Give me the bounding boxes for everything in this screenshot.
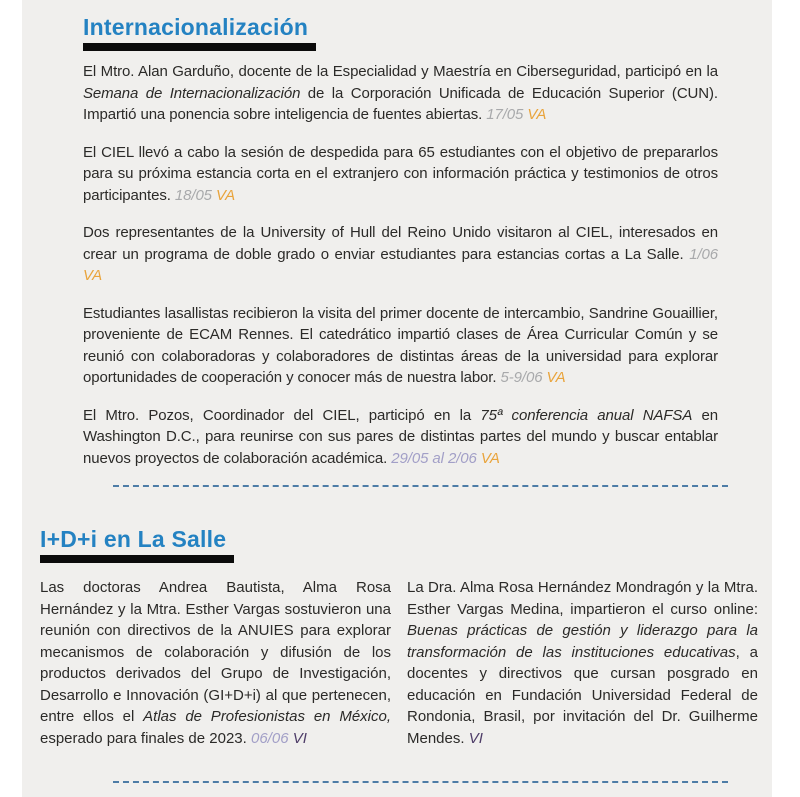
text-segment-date-gray: 1/06	[689, 245, 718, 263]
text-segment-normal: Estudiantes lasallistas recibieron la visita del primer docente de intercambio, Sandrine Gouaillier, proveniente de ECAM Rennes. El catedrático impartió clases de Área Curricular Común y se reunió con colaboradoras y colaboradores de distintas áreas de la universidad para explorar oportunidades de cooperación y conocer más de nuestra labor.	[83, 304, 718, 386]
news-item	[40, 577, 391, 749]
content-panel	[22, 0, 772, 797]
section-title: I+D+i en La Salle	[40, 526, 227, 552]
news-item	[83, 61, 718, 126]
news-items-list	[83, 61, 718, 469]
text-segment-normal: esperado para finales de 2023.	[40, 729, 251, 747]
text-segment-normal: , a docentes y directivos que cursan posgrado en educación en Fundación Universidad Federal de Rondonia, Brasil, por invitación del Dr. Guilherme Mendes.	[407, 643, 758, 747]
text-segment-date-gray: 5-9/06	[500, 369, 547, 386]
text-segment-normal: El Mtro. Pozos, Coordinador del CIEL, participó en la	[83, 406, 481, 424]
section-title-block	[40, 526, 226, 563]
text-segment-initials-va: VA	[527, 106, 547, 123]
right-column	[407, 577, 758, 749]
title-underline-bar	[40, 555, 234, 563]
text-segment-normal: Dos representantes de la University of Hull del Reino Unido visitaron al CIEL, interesados en crear un programa de doble grado o enviar estudiantes para estancias cortas a La Salle.	[83, 224, 718, 263]
title-underline-bar	[83, 43, 316, 51]
text-segment-italic: Atlas de Profesionistas en México,	[143, 708, 392, 725]
text-segment-italic: Buenas prácticas de gestión y liderazgo para la transformación de las instituciones educativas	[407, 622, 758, 661]
news-item	[83, 222, 718, 287]
left-column	[40, 577, 391, 749]
text-segment-normal: La Dra. Alma Rosa Hernández Mondragón y la Mtra. Esther Vargas Medina, impartieron el curso online:	[407, 579, 758, 618]
text-segment-normal: El CIEL llevó a cabo la sesión de despedida para 65 estudiantes con el objetivo de prepararlos para su próxima estancia corta en el extranjero con información práctica y testimonios de otros participantes.	[83, 143, 718, 204]
text-segment-normal: en Washington D.C., para reunirse con sus pares de distintas partes del mundo y buscar entablar nuevos proyectos de colaboración académica.	[83, 406, 718, 467]
section-idi-en-la-salle	[40, 526, 758, 749]
text-segment-date-lavender: 06/06	[251, 729, 293, 747]
section-title-block	[83, 14, 308, 51]
text-segment-date-gray: 17/05	[486, 106, 528, 123]
text-segment-date-gray: 18/05	[174, 186, 216, 204]
text-segment-normal: Las doctoras Andrea Bautista, Alma Rosa Hernández y la Mtra. Esther Vargas sostuvieron una reunión con directivos de la ANUIES para explorar mecanismos de colaboración y difusión de los productos derivados del Grupo de Investigación, Desarrollo e Innovación (GI+D+i) al que pertenecen, entre ellos el	[40, 579, 391, 725]
text-segment-normal: El Mtro. Alan Garduño, docente de la Especialidad y Maestría en Ciberseguridad, participó en la	[83, 63, 718, 80]
text-segment-initials-va: VA	[480, 449, 500, 467]
text-segment-initials-vi: VI	[292, 729, 307, 747]
text-segment-normal: de la Corporación Unificada de Educación Superior (CUN). Impartió una ponencia sobre inteligencia de fuentes abiertas.	[83, 84, 718, 123]
news-item	[83, 142, 718, 207]
text-segment-italic: Semana de Internacionalización	[83, 84, 301, 102]
two-column-layout	[40, 577, 758, 749]
text-segment-date-lavender: 29/05 al 2/06	[391, 449, 481, 467]
text-segment-initials-va: VA	[83, 267, 102, 284]
news-item	[407, 577, 758, 749]
text-segment-italic: 75ª conferencia anual NAFSA	[480, 406, 693, 424]
text-segment-initials-va: VA	[216, 186, 235, 204]
text-segment-initials-va: VA	[546, 369, 566, 386]
news-item	[83, 303, 718, 389]
section-title: Internacionalización	[83, 14, 309, 40]
dashed-divider	[113, 485, 728, 487]
news-item	[83, 405, 718, 470]
text-segment-initials-vi: VI	[468, 729, 483, 747]
section-internacionalizacion	[83, 14, 718, 469]
dashed-divider	[113, 781, 728, 783]
